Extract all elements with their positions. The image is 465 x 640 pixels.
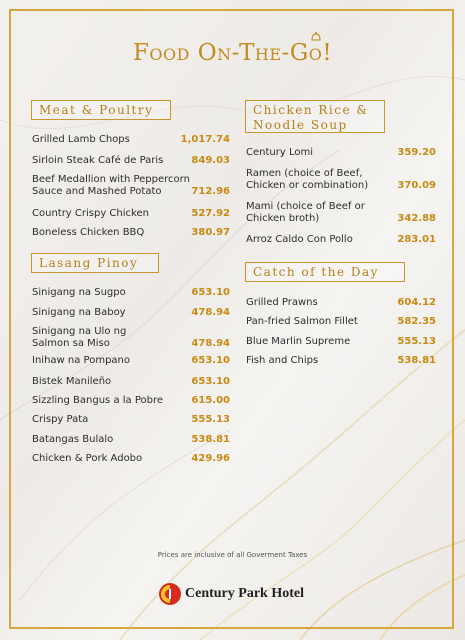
menu-item-name: Bistek Manileño — [32, 376, 112, 387]
page-title: Food On-The-Go! — [132, 40, 333, 66]
menu-item-price: 370.09 — [397, 180, 436, 191]
menu-item-name: Pan-fried Salmon Fillet — [246, 316, 358, 327]
menu-item-name: Sirloin Steak Café de Paris — [32, 155, 164, 166]
menu-item-price: 653.10 — [191, 376, 230, 387]
meat-poultry-heading: Meat & Poultry — [31, 100, 171, 120]
menu-item-price: 342.88 — [397, 213, 436, 224]
hotel-logo-icon — [158, 582, 182, 606]
menu-item-name: Country Crispy Chicken — [32, 208, 149, 219]
menu-item-name-line2: Salmon sa Miso — [32, 338, 110, 349]
menu-item-name: Sinigang na Ulo ng — [32, 326, 127, 337]
menu-item-name: Crispy Pata — [32, 414, 89, 425]
lasang-pinoy-heading: Lasang Pinoy — [31, 253, 159, 273]
hotel-name: Century Park Hotel — [185, 586, 304, 601]
menu-item-price: 582.35 — [397, 316, 436, 327]
menu-item-name: Ramen (choice of Beef, — [246, 168, 363, 179]
menu-item-name: Grilled Prawns — [246, 297, 318, 308]
bell-icon — [309, 30, 323, 44]
menu-item-name: Sinigang na Sugpo — [32, 287, 126, 298]
menu-item-price: 653.10 — [191, 355, 230, 366]
tax-note: Prices are inclusive of all Goverment Taxes — [157, 551, 308, 559]
menu-item-name: Beef Medallion with Peppercorn — [32, 174, 190, 185]
menu-item-name: Chicken & Pork Adobo — [32, 453, 143, 464]
menu-item-name: Mami (choice of Beef or — [246, 201, 365, 212]
menu-item-price: 283.01 — [397, 234, 436, 245]
menu-item-name: Blue Marlin Supreme — [246, 336, 351, 347]
menu-item-name: Sizzling Bangus a la Pobre — [32, 395, 164, 406]
menu-item-price: 712.96 — [191, 186, 230, 197]
catch-of-the-day-heading: Catch of the Day — [245, 262, 405, 282]
menu-item-name-line2: Chicken or combination) — [246, 180, 369, 191]
menu-item-name: Inihaw na Pompano — [32, 355, 130, 366]
menu-item-price: 527.92 — [191, 208, 230, 219]
menu-item-price: 849.03 — [191, 155, 230, 166]
menu-item-price: 555.13 — [191, 414, 230, 425]
menu-item-price: 1,017.74 — [180, 134, 230, 145]
menu-item-name: Sinigang na Baboy — [32, 307, 126, 318]
menu-item-price: 615.00 — [191, 395, 230, 406]
menu-item-name: Batangas Bulalo — [32, 434, 114, 445]
menu-item-price: 478.94 — [191, 338, 230, 349]
menu-item-price: 380.97 — [191, 227, 230, 238]
menu-item-price: 478.94 — [191, 307, 230, 318]
menu-item-price: 538.81 — [397, 355, 436, 366]
menu-item-price: 359.20 — [397, 147, 436, 158]
rice-noodle-heading-line1: Chicken Rice & — [253, 103, 369, 117]
menu-item-price: 538.81 — [191, 434, 230, 445]
menu-item-price: 555.13 — [397, 336, 436, 347]
menu-item-name: Arroz Caldo Con Pollo — [246, 234, 353, 245]
menu-item-name: Century Lomi — [246, 147, 313, 158]
menu-item-name: Fish and Chips — [246, 355, 319, 366]
menu-item-price: 653.10 — [191, 287, 230, 298]
rice-noodle-heading — [245, 100, 385, 133]
menu-item-name-line2: Sauce and Mashed Potato — [32, 186, 162, 197]
menu-item-price: 604.12 — [397, 297, 436, 308]
rice-noodle-heading-line2: Noodle Soup — [253, 118, 348, 132]
menu-item-name-line2: Chicken broth) — [246, 213, 320, 224]
menu-item-price: 429.96 — [191, 453, 230, 464]
menu-item-name: Boneless Chicken BBQ — [32, 227, 145, 238]
menu-item-name: Grilled Lamb Chops — [32, 134, 130, 145]
